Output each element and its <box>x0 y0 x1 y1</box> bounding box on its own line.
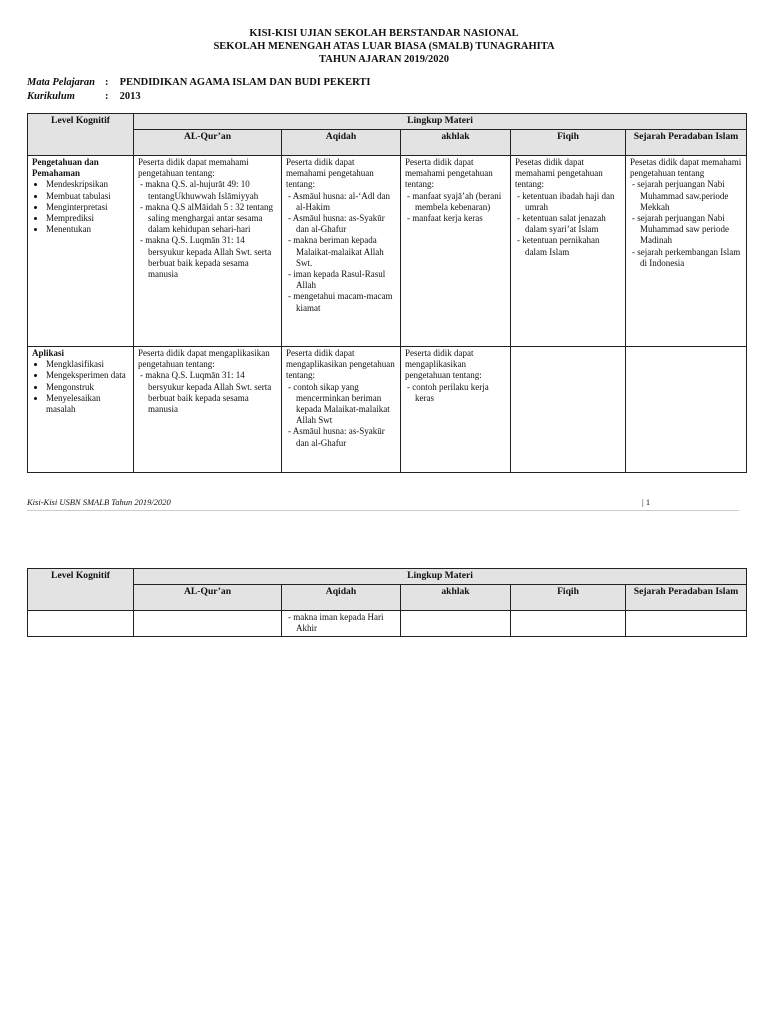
col-quran-header: AL-Qur’an <box>134 585 282 611</box>
list-item: • Menentukan <box>46 224 129 235</box>
col-sejarah-header: Sejarah Peradaban Islam <box>626 585 747 611</box>
list-item: - contoh sikap yang mencerminkan beriman kepada Malaikat-malaikat Allah Swt <box>296 382 396 427</box>
quran-cell <box>134 347 282 473</box>
table-row <box>28 347 747 473</box>
list-item: - ketentuan pernikahan dalam Islam <box>525 235 621 257</box>
cell-intro: Peserta didik dapat memahami pengetahuan tentang: <box>286 157 374 190</box>
cell-intro: Pesetas didik dapat memahami pengetahuan tentang <box>630 157 742 179</box>
list-item: - iman kepada Rasul-Rasul Allah <box>296 269 396 291</box>
level-title: Aplikasi <box>32 348 65 358</box>
col-quran-header: AL-Qur’an <box>134 130 282 156</box>
list-item: • Mengonstruk <box>46 382 129 393</box>
list-item: • Menyelesaikan masalah <box>46 393 129 415</box>
document-meta <box>27 76 370 104</box>
list-item: • Mengklasifikasi <box>46 359 129 370</box>
col-sejarah-header: Sejarah Peradaban Islam <box>626 130 747 156</box>
fiqih-cell <box>511 347 626 473</box>
list-item: - Asmāul husna: al-‘Adl dan al-Hakim <box>296 191 396 213</box>
list-item: - sejarah perjuangan Nabi Muhammad saw periode Madinah <box>640 213 742 247</box>
akhlak-cell <box>401 347 511 473</box>
list-item: - manfaat kerja keras <box>415 213 506 224</box>
sejarah-cell <box>626 347 747 473</box>
cell-intro: Peserta didik dapat mengaplikasikan pengetahuan tentang: <box>405 348 482 381</box>
cell-intro: Peserta didik dapat memahami pengetahuan tentang: <box>138 157 249 179</box>
table-row <box>28 611 747 637</box>
title-line-1: KISI-KISI UJIAN SEKOLAH BERSTANDAR NASIONAL <box>249 28 519 39</box>
table-row <box>28 156 747 347</box>
col-aqidah-header: Aqidah <box>282 130 401 156</box>
scope-header: Lingkup Materi <box>134 114 747 130</box>
col-fiqih-header: Fiqih <box>511 130 626 156</box>
akhlak-cell <box>401 156 511 347</box>
list-item: - makna Q.S alMāidah 5 : 32 tentang saling menghargai antar sesama dalam kehidupan sehari-hari <box>148 202 277 236</box>
aqidah-cell <box>282 347 401 473</box>
document-title <box>0 27 768 66</box>
list-item: • Menginterpretasi <box>46 202 129 213</box>
list-item: • Mengeksperimen data <box>46 370 129 381</box>
list-item: • Membuat tabulasi <box>46 191 129 202</box>
page-2 <box>0 512 768 1024</box>
col-akhlak-header: akhlak <box>401 585 511 611</box>
cell-intro: Peserta didik dapat memahami pengetahuan tentang: <box>405 157 493 190</box>
list-item: - makna Q.S. Luqmān 31: 14 bersyukur kepada Allah Swt. serta berbuat baik kepada sesama manusia <box>148 235 277 280</box>
level-cell <box>28 611 134 637</box>
level-title: Pengetahuan dan Pemahaman <box>32 157 99 179</box>
col-akhlak-header: akhlak <box>401 130 511 156</box>
list-item: - makna beriman kepada Malaikat-malaikat Allah Swt. <box>296 235 396 269</box>
curriculum-value: 2013 <box>119 91 141 102</box>
level-cell <box>28 156 134 347</box>
list-item: - Asmāul husna: as-Syakūr dan al-Ghafur <box>296 213 396 235</box>
level-cell <box>28 347 134 473</box>
list-item: • Mendeskripsikan <box>46 179 129 190</box>
col-aqidah-header: Aqidah <box>282 585 401 611</box>
level-header: Level Kognitif <box>28 114 134 156</box>
list-item: - ketentuan ibadah haji dan umrah <box>525 191 621 213</box>
page-number: | 1 <box>642 497 651 507</box>
quran-cell <box>134 156 282 347</box>
list-item: - makna Q.S. Luqmān 31: 14 bersyukur kepada Allah Swt. serta berbuat baik kepada sesama manusia <box>148 370 277 415</box>
list-item: - sejarah perkembangan Islam di Indonesia <box>640 247 742 269</box>
list-item: - ketentuan salat jenazah dalam syari’at Islam <box>525 213 621 235</box>
list-item: - manfaat syajā’ah (berani membela kebenaran) <box>415 191 506 213</box>
level-header: Level Kognitif <box>28 569 134 611</box>
cell-intro: Peserta didik dapat mengaplikasikan pengetahuan tentang: <box>286 348 395 381</box>
list-item: • Memprediksi <box>46 213 129 224</box>
list-item: - contoh perilaku kerja keras <box>415 382 506 404</box>
col-fiqih-header: Fiqih <box>511 585 626 611</box>
aqidah-cell <box>282 156 401 347</box>
sejarah-cell <box>626 611 747 637</box>
sejarah-cell <box>626 156 747 347</box>
footer-text: Kisi-Kisi USBN SMALB Tahun 2019/2020 <box>27 497 171 507</box>
blueprint-table-continued <box>27 568 747 637</box>
curriculum-row: Kurikulum : 2013 <box>27 91 141 102</box>
list-item: - sejarah perjuangan Nabi Muhammad saw.periode Mekkah <box>640 179 742 213</box>
list-item: - mengetahui macam-macam kiamat <box>296 291 396 313</box>
aqidah-cell <box>282 611 401 637</box>
subject-value: PENDIDIKAN AGAMA ISLAM DAN BUDI PEKERTI <box>119 77 371 88</box>
subject-label: Mata Pelajaran <box>27 77 95 88</box>
title-line-2: SEKOLAH MENENGAH ATAS LUAR BIASA (SMALB) TUNAGRAHITA <box>213 41 555 52</box>
blueprint-table <box>27 113 747 473</box>
cell-intro: Pesetas didik dapat memahami pengetahuan tentang: <box>515 157 603 190</box>
footer-divider <box>27 510 739 511</box>
list-item: - makna Q.S. al-hujurāt 49: 10 tentangUkhuwwah Islāmiyyah <box>148 179 277 201</box>
scope-header: Lingkup Materi <box>134 569 747 585</box>
fiqih-cell <box>511 611 626 637</box>
curriculum-label: Kurikulum <box>27 91 75 102</box>
fiqih-cell <box>511 156 626 347</box>
cell-intro: Peserta didik dapat mengaplikasikan pengetahuan tentang: <box>138 348 270 370</box>
list-item: - makna iman kepada Hari Akhir <box>296 612 396 634</box>
quran-cell <box>134 611 282 637</box>
list-item: - Asmāul husna: as-Syakūr dan al-Ghafur <box>296 426 396 448</box>
akhlak-cell <box>401 611 511 637</box>
subject-row: Mata Pelajaran : PENDIDIKAN AGAMA ISLAM DAN BUDI PEKERTI <box>27 77 371 88</box>
title-line-3: TAHUN AJARAN 2019/2020 <box>319 54 449 65</box>
